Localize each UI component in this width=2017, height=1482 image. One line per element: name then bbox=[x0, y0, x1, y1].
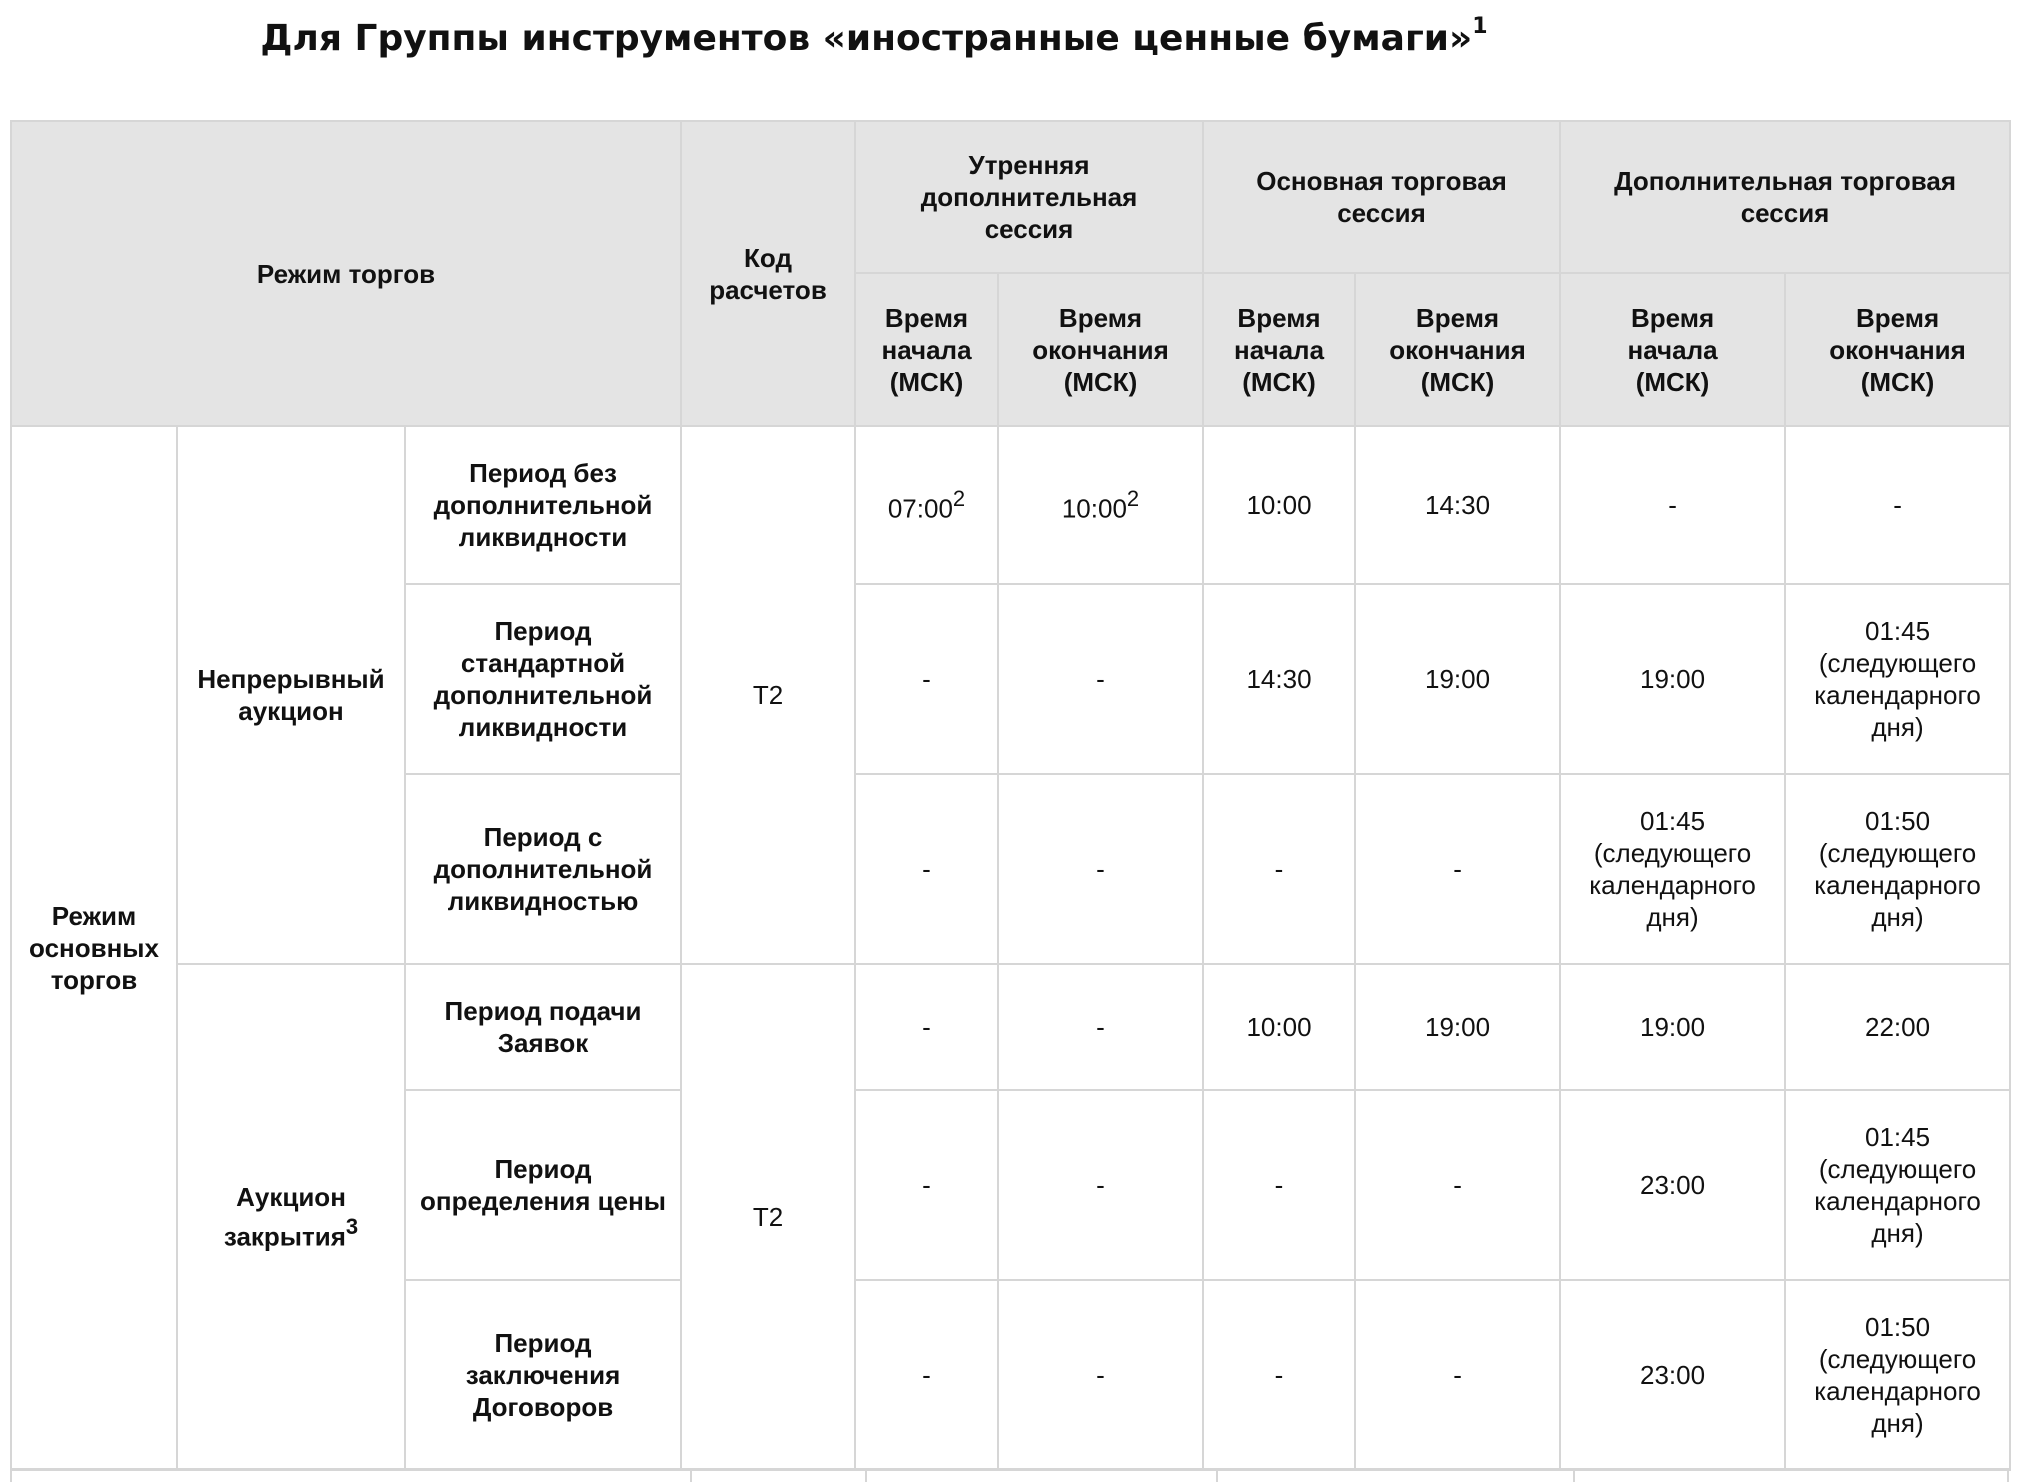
header-main-session: Основная торговая сессия bbox=[1203, 121, 1560, 273]
time-cell: 14:30 bbox=[1355, 426, 1560, 584]
header-additional-session: Дополнительная торговая сессия bbox=[1560, 121, 2010, 273]
table-row bbox=[11, 964, 2010, 1090]
header-end-time: Время окончания (МСК) bbox=[1355, 273, 1560, 426]
header-start-time: Время начала (МСК) bbox=[1560, 273, 1785, 426]
table-row bbox=[11, 426, 2010, 584]
settlement-code-cell: Т2 bbox=[681, 964, 855, 1470]
time-cell: 19:00 bbox=[1560, 584, 1785, 774]
period-cell: Период подачи Заявок bbox=[405, 964, 681, 1090]
time-cell: 01:45 (следующего календарного дня) bbox=[1785, 584, 2010, 774]
period-cell: Период заключения Договоров bbox=[405, 1280, 681, 1470]
time-cell: 23:00 bbox=[1560, 1090, 1785, 1280]
time-cell: 01:50 (следующего календарного дня) bbox=[1785, 1280, 2010, 1470]
continuous-auction-cell: Непрерывный аукцион bbox=[177, 426, 405, 964]
header-end-time: Время окончания (МСК) bbox=[1785, 273, 2010, 426]
time-cell: - bbox=[998, 1090, 1203, 1280]
time-cell: - bbox=[1560, 426, 1785, 584]
header-regime: Режим торгов bbox=[11, 121, 681, 426]
header-start-time: Время начала (МСК) bbox=[1203, 273, 1355, 426]
header-start-time: Время начала (МСК) bbox=[855, 273, 998, 426]
time-cell: 19:00 bbox=[1560, 964, 1785, 1090]
time-cell: 10:00 bbox=[1203, 426, 1355, 584]
time-cell: - bbox=[855, 584, 998, 774]
regime-main-cell: Режим основных торгов bbox=[11, 426, 177, 1470]
time-cell: - bbox=[998, 1280, 1203, 1470]
time-cell: - bbox=[855, 1090, 998, 1280]
time-cell: 19:00 bbox=[1355, 584, 1560, 774]
time-cell: - bbox=[855, 1280, 998, 1470]
period-cell: Период без дополнительной ликвидности bbox=[405, 426, 681, 584]
time-cell: - bbox=[1785, 426, 2010, 584]
time-cell: 23:00 bbox=[1560, 1280, 1785, 1470]
time-cell: 07:00$^2$ bbox=[855, 426, 998, 584]
time-cell: - bbox=[1203, 1090, 1355, 1280]
time-cell: 01:50 (следующего календарного дня) bbox=[1785, 774, 2010, 964]
footnote-mark: 2 bbox=[1126, 486, 1140, 512]
time-cell: - bbox=[1355, 1280, 1560, 1470]
header-end-time: Время окончания (МСК) bbox=[998, 273, 1203, 426]
header-settlement-code: Код расчетов bbox=[681, 121, 855, 426]
time-cell: 01:45 (следующего календарного дня) bbox=[1560, 774, 1785, 964]
time-cell: - bbox=[1203, 1280, 1355, 1470]
schedule-table bbox=[10, 120, 2011, 1471]
time-cell: 19:00 bbox=[1355, 964, 1560, 1090]
period-cell: Период с дополнительной ликвидностью bbox=[405, 774, 681, 964]
time-cell: 10:00 bbox=[1203, 964, 1355, 1090]
period-cell: Период стандартной дополнительной ликвидности bbox=[405, 584, 681, 774]
footnote-mark: 3 bbox=[345, 1214, 359, 1240]
footnote-mark: 2 bbox=[952, 486, 966, 512]
time-cell: 14:30 bbox=[1203, 584, 1355, 774]
page-title: Для Группы инструментов «иностранные ценные бумаги»$^1$ bbox=[260, 14, 1488, 59]
time-cell: 10:00$^2$ bbox=[998, 426, 1203, 584]
time-cell: - bbox=[855, 774, 998, 964]
closing-auction-cell: Аукцион закрытия$^3$ bbox=[177, 964, 405, 1470]
time-cell: - bbox=[998, 774, 1203, 964]
time-cell: - bbox=[1355, 1090, 1560, 1280]
time-cell: - bbox=[1203, 774, 1355, 964]
settlement-code-cell: Т2 bbox=[681, 426, 855, 964]
period-cell: Период определения цены bbox=[405, 1090, 681, 1280]
time-cell: - bbox=[998, 584, 1203, 774]
header-morning-session: Утренняя дополнительная сессия bbox=[855, 121, 1203, 273]
time-cell: 22:00 bbox=[1785, 964, 2010, 1090]
time-cell: - bbox=[998, 964, 1203, 1090]
time-cell: - bbox=[855, 964, 998, 1090]
time-cell: 01:45 (следующего календарного дня) bbox=[1785, 1090, 2010, 1280]
time-cell: - bbox=[1355, 774, 1560, 964]
title-footnote: 1 bbox=[1472, 14, 1488, 39]
